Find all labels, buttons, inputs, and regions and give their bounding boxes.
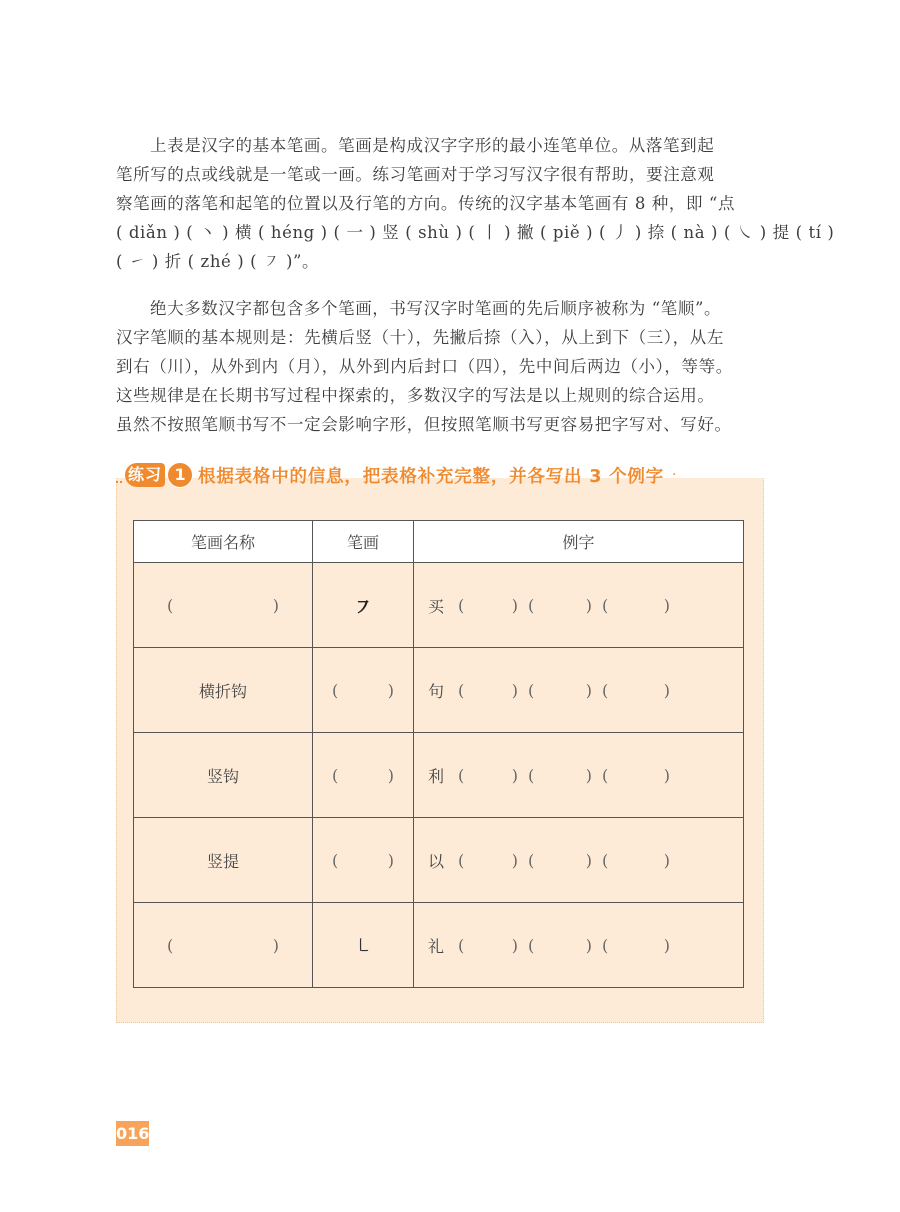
example-blank[interactable]: ( ) [602, 935, 670, 955]
paragraph-stroke-order [116, 294, 766, 439]
badge-label: 练习 [125, 463, 165, 487]
table-row [134, 818, 744, 903]
table-row [134, 563, 744, 648]
example-blank[interactable]: ( ) [458, 765, 518, 785]
example-blank[interactable]: ( ) [458, 935, 518, 955]
example-char: 利 [428, 766, 445, 786]
text-line: ( diǎn ) ( 丶 ) 横 ( héng ) ( 一 ) 竖 ( shù ) ( 丨 ) 撇 ( piě ) ( 丿 ) 捺 ( nà ) ( ㇏ ) 提 ( tí ) [116, 223, 835, 242]
stroke-name: 竖提 [134, 818, 313, 903]
exercise-header [116, 460, 776, 490]
example-blank[interactable]: ( ) [458, 595, 518, 615]
exercise-instruction: 根据表格中的信息，把表格补充完整，并各写出 3 个例字 [198, 466, 664, 487]
stroke-name: 竖钩 [134, 733, 313, 818]
example-char: 以 [428, 851, 445, 871]
stroke-heng-pie-icon: ㇇ [353, 594, 373, 619]
text-line: 上表是汉字的基本笔画。笔画是构成汉字字形的最小连笔单位。从落笔到起 [150, 136, 715, 155]
stroke-name-blank[interactable]: ( ) [134, 903, 313, 988]
header-examples: 例字 [414, 521, 744, 563]
header-stroke: 笔画 [313, 521, 414, 563]
page-number: 016 [116, 1121, 149, 1146]
text-line: 虽然不按照笔顺书写不一定会影响字形，但按照笔顺书写更容易把字写对、写好。 [116, 415, 732, 434]
text-line: 笔所写的点或线就是一笔或一画。练习笔画对于学习写汉字很有帮助，要注意观 [116, 165, 715, 184]
stroke-table [133, 520, 744, 988]
example-cell [414, 733, 744, 818]
example-cell [414, 818, 744, 903]
example-blank[interactable]: ( ) [528, 680, 592, 700]
stroke-shu-wan-gou-icon: ㇄ [354, 936, 372, 957]
dotted-leader [116, 481, 122, 485]
example-blank[interactable]: ( ) [602, 680, 670, 700]
badge-number: 1 [167, 462, 193, 488]
table-row [134, 733, 744, 818]
text-line: 这些规律是在长期书写过程中探索的，多数汉字的写法是以上规则的综合运用。 [116, 386, 715, 405]
example-char: 买 [428, 596, 445, 616]
stroke-cell [313, 903, 414, 988]
example-cell [414, 648, 744, 733]
text-line: 绝大多数汉字都包含多个笔画，书写汉字时笔画的先后顺序被称为 “笔顺”。 [150, 299, 722, 318]
text-line: 汉字笔顺的基本规则是：先横后竖（十），先撇后捺（入），从上到下（三），从左 [116, 328, 724, 347]
table-row [134, 648, 744, 733]
example-cell [414, 903, 744, 988]
stroke-name-blank[interactable]: ( ) [134, 563, 313, 648]
table-row [134, 903, 744, 988]
header-stroke-name: 笔画名称 [134, 521, 313, 563]
text-line: 察笔画的落笔和起笔的位置以及行笔的方向。传统的汉字基本笔画有 8 种，即 “点 [116, 194, 736, 213]
example-blank[interactable]: ( ) [528, 765, 592, 785]
stroke-blank[interactable]: ( ) [313, 818, 414, 903]
exercise-badge [125, 462, 193, 488]
example-cell [414, 563, 744, 648]
stroke-cell [313, 563, 414, 648]
example-char: 句 [428, 681, 445, 701]
example-blank[interactable]: ( ) [528, 850, 592, 870]
text-line: 到右（川），从外到内（月），从外到内后封口（四），先中间后两边（小），等等。 [116, 357, 733, 376]
text-line: ( ㇀ ) 折 ( zhé ) ( ㇇ )”。 [116, 252, 320, 271]
paragraph-basic-strokes [116, 131, 835, 276]
example-blank[interactable]: ( ) [602, 850, 670, 870]
stroke-name: 横折钩 [134, 648, 313, 733]
example-char: 礼 [428, 936, 445, 956]
example-blank[interactable]: ( ) [528, 935, 592, 955]
example-blank[interactable]: ( ) [528, 595, 592, 615]
example-blank[interactable]: ( ) [458, 850, 518, 870]
example-blank[interactable]: ( ) [602, 595, 670, 615]
stroke-blank[interactable]: ( ) [313, 648, 414, 733]
example-blank[interactable]: ( ) [602, 765, 670, 785]
stroke-blank[interactable]: ( ) [313, 733, 414, 818]
example-blank[interactable]: ( ) [458, 680, 518, 700]
dotted-trailer: · [671, 467, 677, 483]
table-header-row [134, 521, 744, 563]
